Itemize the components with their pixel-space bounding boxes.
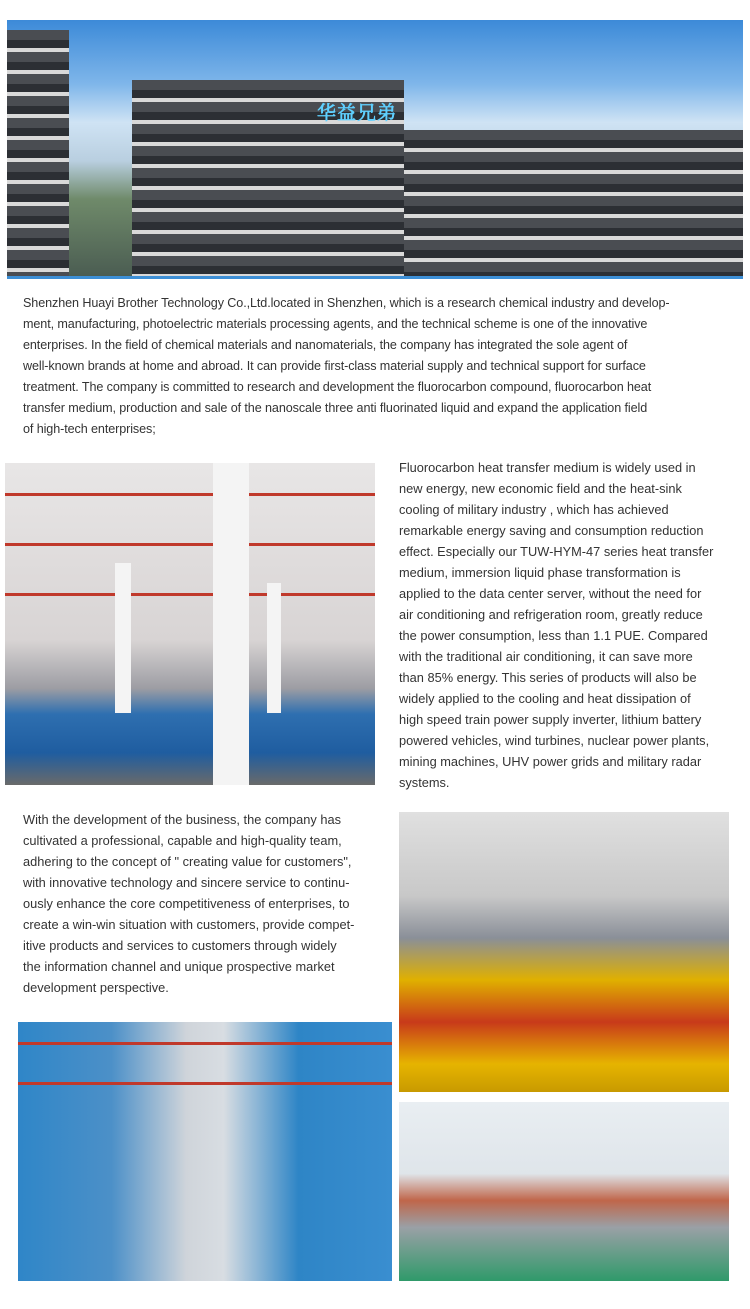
text-line: cooling of military industry , which has achieved bbox=[399, 502, 669, 517]
office-photo bbox=[399, 1102, 729, 1281]
text-line: new energy, new economic field and the heat-sink bbox=[399, 481, 682, 496]
text-line: systems. bbox=[399, 775, 450, 790]
team-paragraph bbox=[23, 809, 354, 998]
drum-storage-photo bbox=[18, 1022, 392, 1281]
text-line: effect. Especially our TUW-HYM-47 series heat transfer bbox=[399, 544, 714, 559]
text-line: cultivated a professional, capable and high-quality team, bbox=[23, 833, 342, 848]
text-line: Fluorocarbon heat transfer medium is widely used in bbox=[399, 460, 696, 475]
text-line: transfer medium, production and sale of the nanoscale three anti fluorinated liquid and expand the application field bbox=[23, 401, 648, 415]
text-line: create a win-win situation with customers, provide compet- bbox=[23, 917, 355, 932]
text-line: With the development of the business, the company has bbox=[23, 812, 341, 827]
building-sign: 华益兄弟 bbox=[317, 103, 398, 124]
production-workshop-photo bbox=[399, 812, 729, 1092]
text-line: ously enhance the core competitiveness of enterprises, to bbox=[23, 896, 350, 911]
text-line: the information channel and unique prospective market bbox=[23, 959, 335, 974]
text-line: high speed train power supply inverter, lithium battery bbox=[399, 712, 702, 727]
text-line: applied to the data center server, without the need for bbox=[399, 586, 702, 601]
text-line: widely applied to the cooling and heat dissipation of bbox=[399, 691, 691, 706]
text-line: with the traditional air conditioning, it can save more bbox=[399, 649, 693, 664]
text-line: adhering to the concept of " creating value for customers", bbox=[23, 854, 352, 869]
text-line: Shenzhen Huayi Brother Technology Co.,Ltd.located in Shenzhen, which is a research chemical industry and develop- bbox=[23, 296, 670, 310]
text-line: powered vehicles, wind turbines, nuclear power plants, bbox=[399, 733, 710, 748]
heat-transfer-medium-paragraph bbox=[399, 457, 713, 793]
text-line: air conditioning and refrigeration room, greatly reduce bbox=[399, 607, 703, 622]
text-line: of high-tech enterprises; bbox=[23, 422, 156, 436]
company-building-photo bbox=[7, 20, 743, 279]
text-line: remarkable energy saving and consumption reduction bbox=[399, 523, 704, 538]
text-line: treatment. The company is committed to research and development the fluorocarbon compound, fluorocarbon heat bbox=[23, 380, 652, 394]
text-line: development perspective. bbox=[23, 980, 169, 995]
text-line: mining machines, UHV power grids and military radar bbox=[399, 754, 702, 769]
text-line: well-known brands at home and abroad. It can provide first-class material supply and technical support for surface bbox=[23, 359, 646, 373]
company-intro-paragraph bbox=[23, 293, 670, 440]
text-line: with innovative technology and sincere service to continu- bbox=[23, 875, 350, 890]
text-line: the power consumption, less than 1.1 PUE. Compared bbox=[399, 628, 708, 643]
text-line: itive products and services to customers through widely bbox=[23, 938, 337, 953]
text-line: ment, manufacturing, photoelectric materials processing agents, and the technical scheme is one of the innovative bbox=[23, 317, 648, 331]
text-line: medium, immersion liquid phase transformation is bbox=[399, 565, 681, 580]
text-line: than 85% energy. This series of products will also be bbox=[399, 670, 697, 685]
warehouse-photo bbox=[5, 463, 375, 785]
text-line: enterprises. In the field of chemical materials and nanomaterials, the company has integrated the sole agent of bbox=[23, 338, 628, 352]
